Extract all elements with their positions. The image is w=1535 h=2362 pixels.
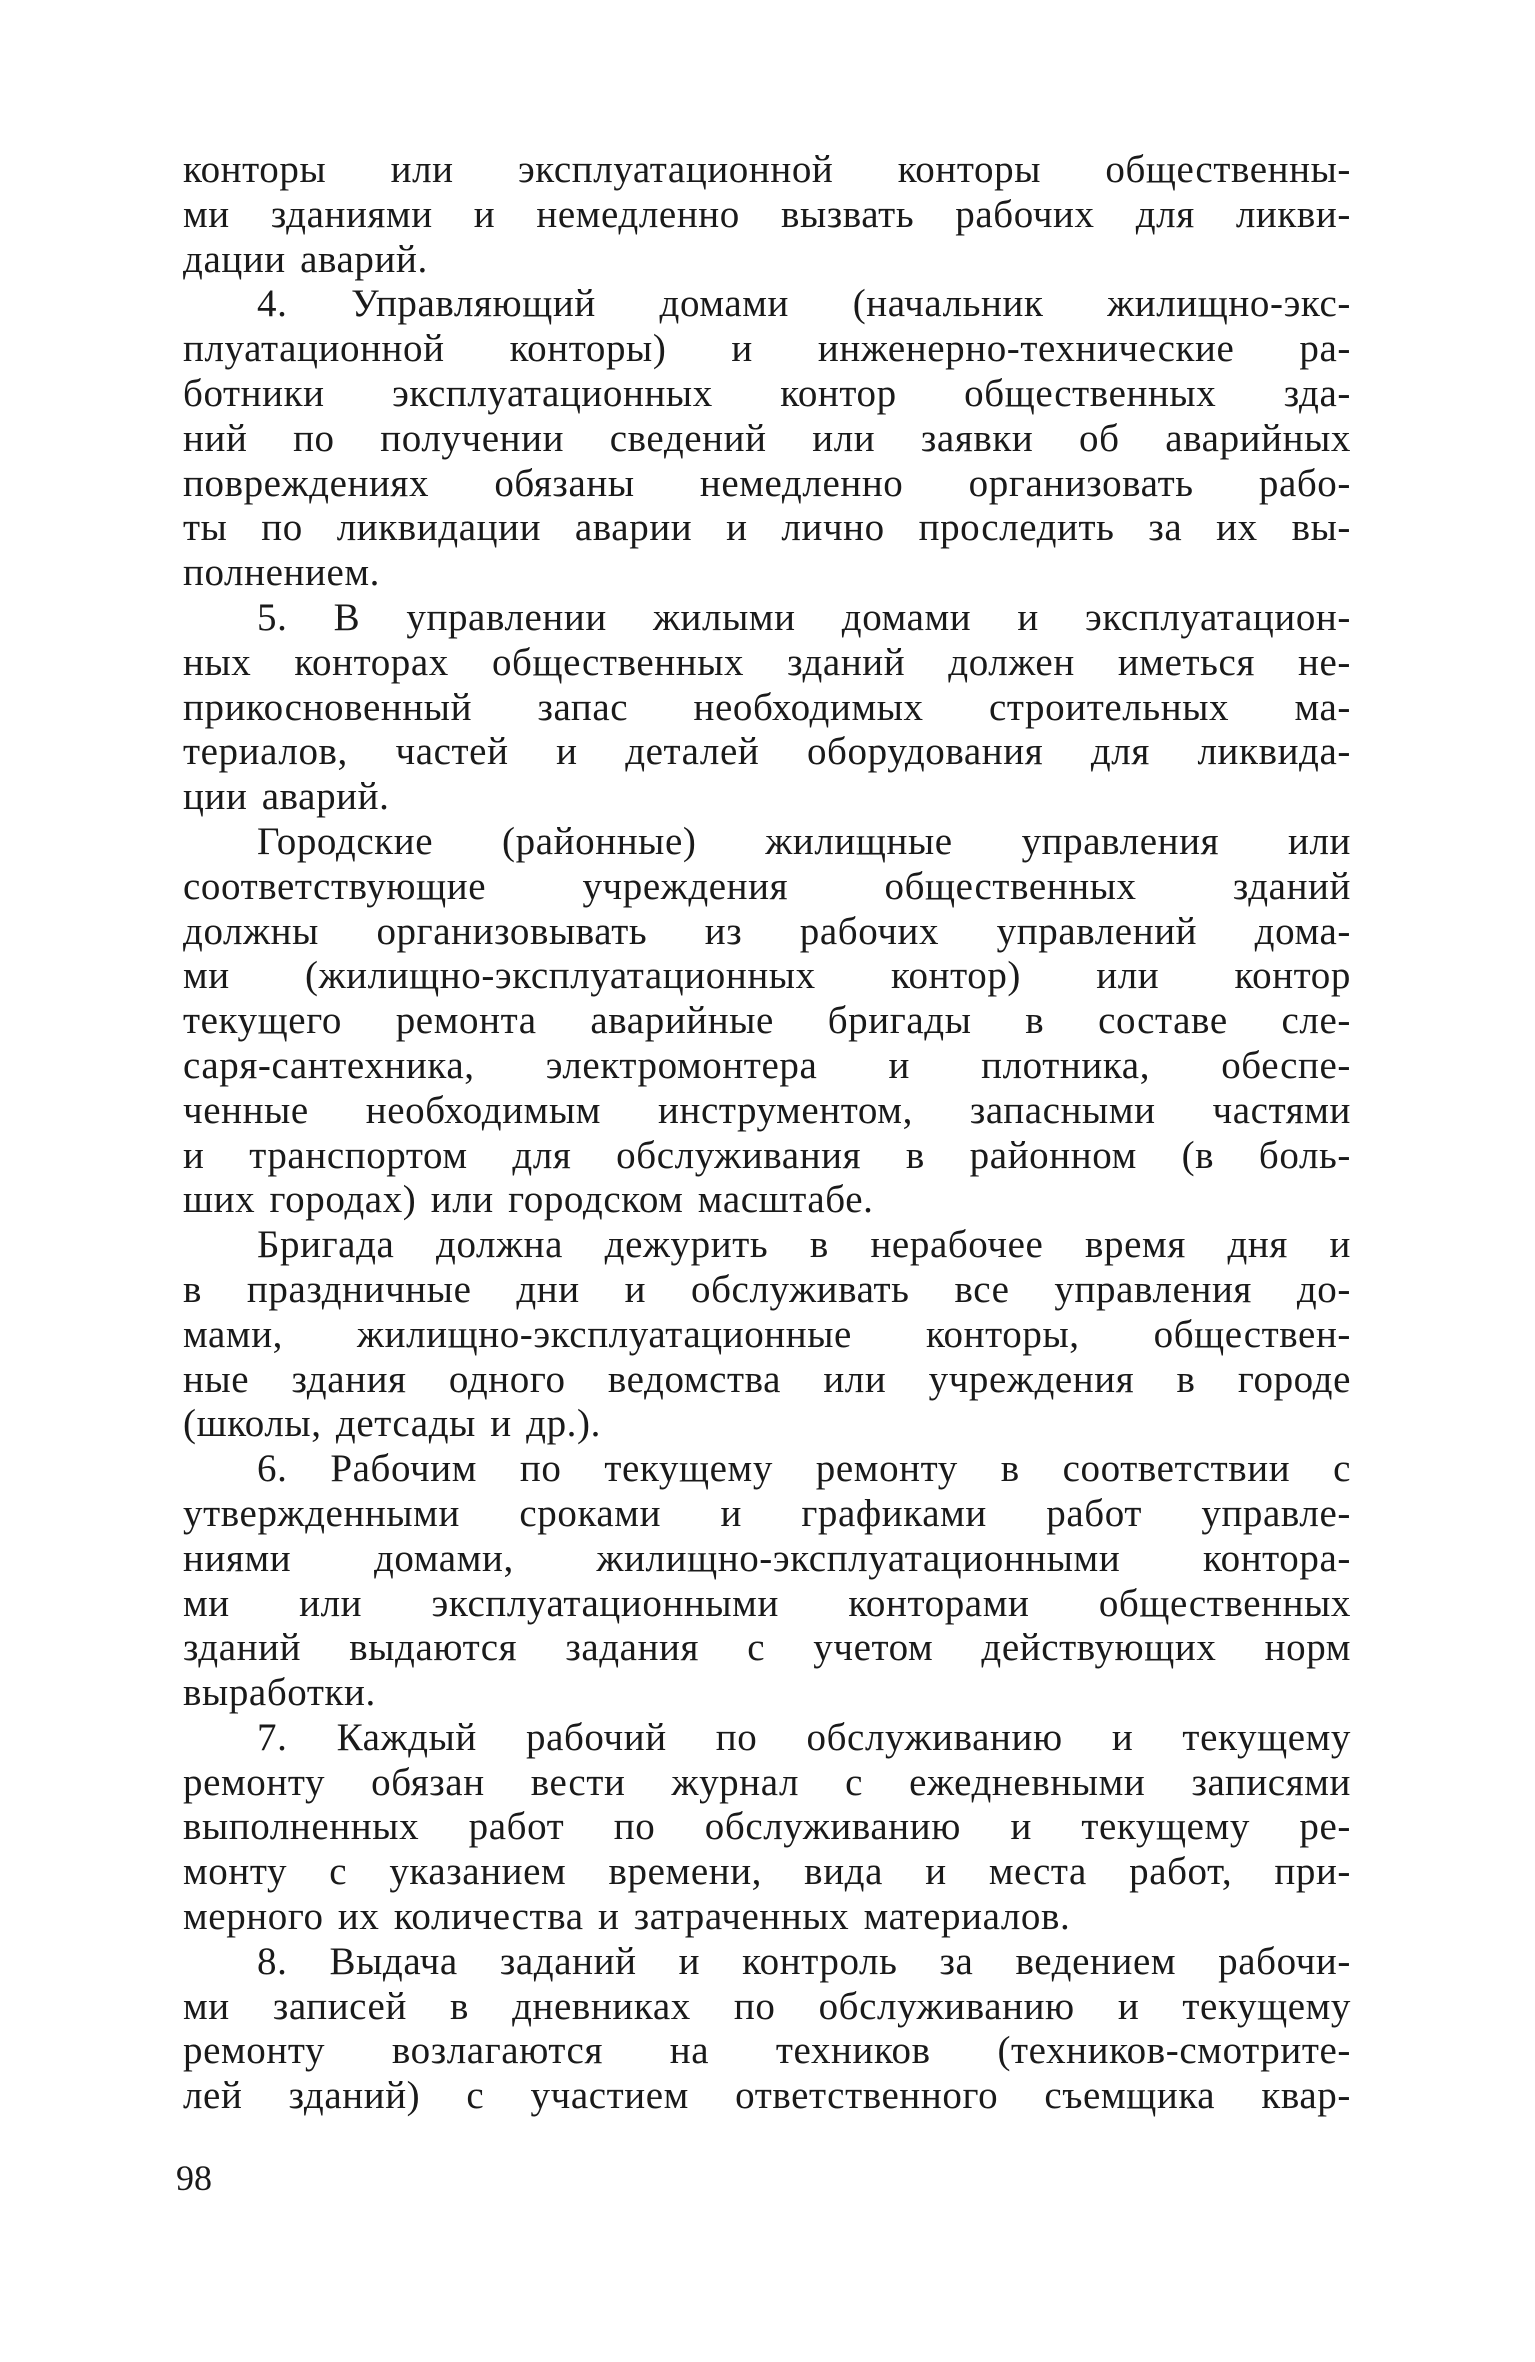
text-line: ботники эксплуатационных контор общественных зда- bbox=[183, 371, 1351, 415]
text-line: ших городах) или городском масштабе. bbox=[183, 1178, 874, 1222]
text-line: зданий выдаются задания с учетом действующих норм bbox=[183, 1626, 1351, 1670]
text-line: повреждениях обязаны немедленно организовать рабо- bbox=[183, 461, 1351, 505]
text-line: соответствующие учреждения общественных зданий bbox=[183, 864, 1351, 908]
paragraph-8-first-line: 8. Выдача заданий и контроль за ведением рабочи- bbox=[257, 1939, 1351, 1983]
text-line: мами, жилищно-эксплуатационные конторы, обществен- bbox=[183, 1312, 1351, 1356]
page-number: 98 bbox=[176, 2158, 212, 2198]
text-line: ми или эксплуатационными конторами общественных bbox=[183, 1581, 1351, 1625]
text-line: выполненных работ по обслуживанию и текущему ре- bbox=[183, 1805, 1351, 1849]
text-line: ных конторах общественных зданий должен иметься не- bbox=[183, 640, 1351, 684]
text-line: должны организовывать из рабочих управлений дома- bbox=[183, 909, 1351, 953]
text-line: полнением. bbox=[183, 551, 380, 595]
text-line: териалов, частей и деталей оборудования для ликвида- bbox=[183, 730, 1351, 774]
paragraph-5-first-line: 5. В управлении жилыми домами и эксплуатацион- bbox=[257, 595, 1351, 639]
text-line: ми зданиями и немедленно вызвать рабочих для ликви- bbox=[183, 192, 1351, 236]
text-line: текущего ремонта аварийные бригады в составе сле- bbox=[183, 999, 1351, 1043]
text-line: ми записей в дневниках по обслуживанию и текущему bbox=[183, 1984, 1351, 2028]
text-line: ремонту обязан вести журнал с ежедневными записями bbox=[183, 1760, 1351, 1804]
paragraph-6-first-line: 6. Рабочим по текущему ремонту в соответствии с bbox=[257, 1447, 1351, 1491]
text-line: ремонту возлагаются на техников (техников-смотрите- bbox=[183, 2029, 1351, 2073]
text-line: ты по ликвидации аварии и лично проследить за их вы- bbox=[183, 506, 1351, 550]
document-page bbox=[183, 148, 1351, 2119]
paragraph-brigade-first-line: Бригада должна дежурить в нерабочее время дня и bbox=[257, 1223, 1351, 1267]
text-line: (школы, детсады и др.). bbox=[183, 1402, 601, 1446]
text-line: ции аварий. bbox=[183, 775, 390, 819]
text-line: плуатационной конторы) и инженерно-технические ра- bbox=[183, 327, 1351, 371]
text-line: мерного их количества и затраченных материалов. bbox=[183, 1895, 1071, 1939]
text-line: ные здания одного ведомства или учреждения в городе bbox=[183, 1357, 1351, 1401]
text-line: лей зданий) с участием ответственного съемщика квар- bbox=[183, 2074, 1351, 2118]
text-line: саря-сантехника, электромонтера и плотника, обеспе- bbox=[183, 1043, 1351, 1087]
paragraph-7-first-line: 7. Каждый рабочий по обслуживанию и текущему bbox=[257, 1715, 1351, 1759]
text-line: ниями домами, жилищно-эксплуатационными контора- bbox=[183, 1536, 1351, 1580]
text-line: и транспортом для обслуживания в районном (в боль- bbox=[183, 1133, 1351, 1177]
text-line: монту с указанием времени, вида и места работ, при- bbox=[183, 1850, 1351, 1894]
text-line: утвержденными сроками и графиками работ управле- bbox=[183, 1491, 1351, 1535]
text-line: ченные необходимым инструментом, запасными частями bbox=[183, 1088, 1351, 1132]
paragraph-4-first-line: 4. Управляющий домами (начальник жилищно-экс- bbox=[257, 282, 1351, 326]
paragraph-city-first-line: Городские (районные) жилищные управления или bbox=[257, 819, 1351, 863]
text-line: ний по получении сведений или заявки об аварийных bbox=[183, 416, 1351, 460]
text-line: прикосновенный запас необходимых строительных ма- bbox=[183, 685, 1351, 729]
text-line: ми (жилищно-эксплуатационных контор) или контор bbox=[183, 954, 1351, 998]
text-line: выработки. bbox=[183, 1671, 376, 1715]
text-line: дации аварий. bbox=[183, 237, 428, 281]
text-line: конторы или эксплуатационной конторы общественны- bbox=[183, 148, 1351, 191]
text-line: в праздничные дни и обслуживать все управления до- bbox=[183, 1267, 1351, 1311]
